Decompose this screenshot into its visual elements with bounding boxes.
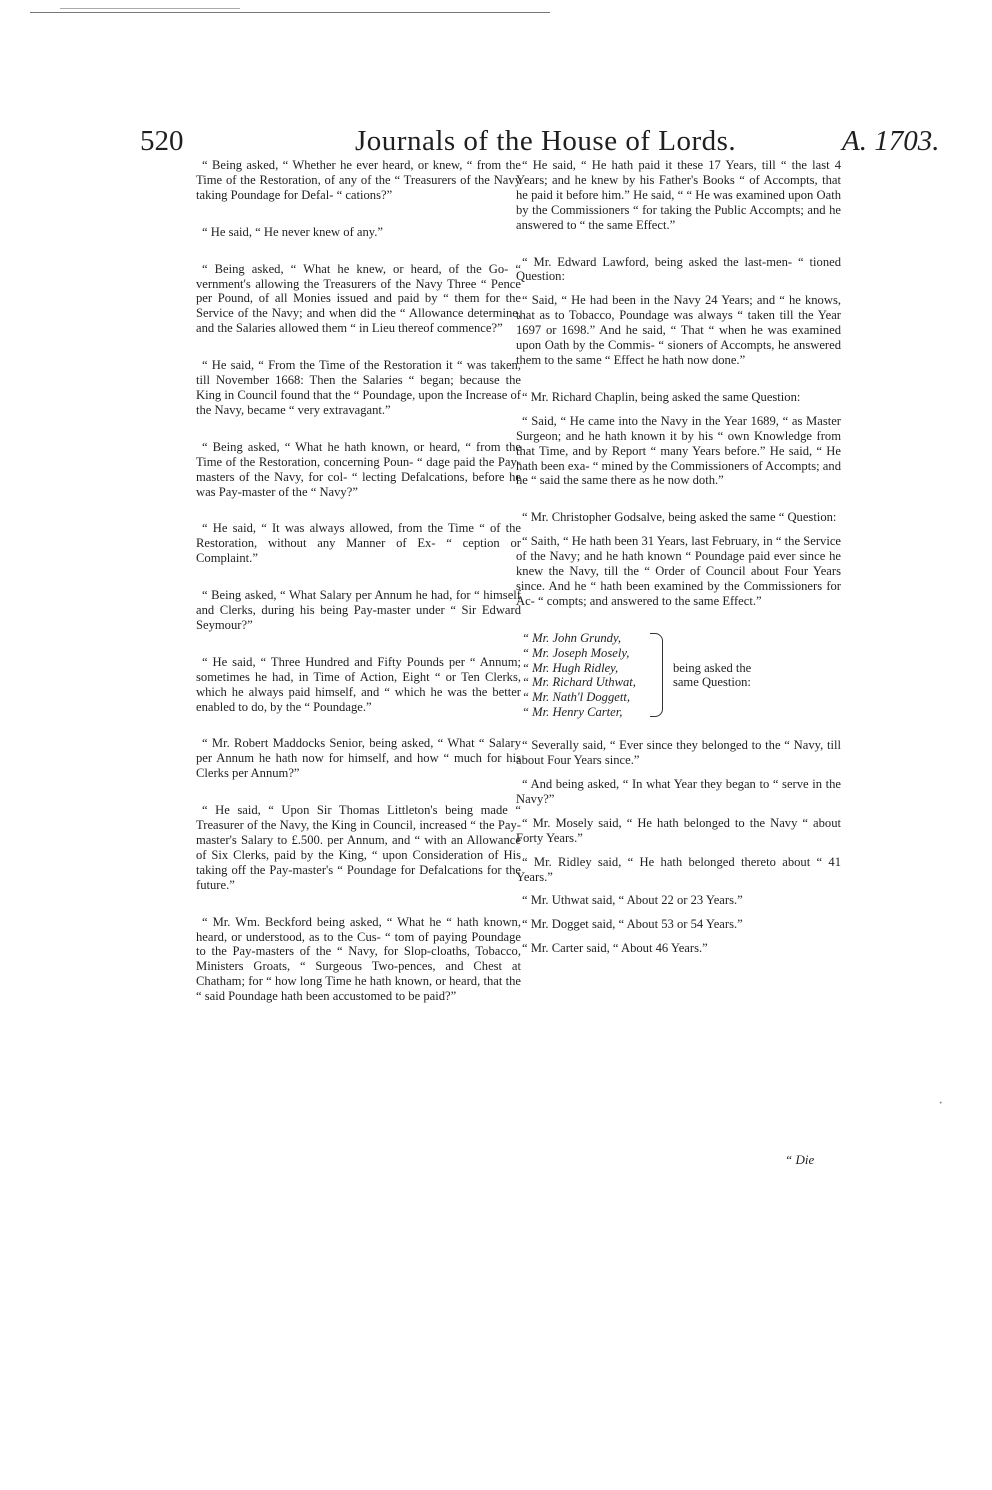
margin-mark: · [938, 1095, 944, 1112]
right-paragraph: “ Mr. Mosely said, “ He hath belonged to the Navy “ about Forty Years.” [516, 815, 841, 845]
left-paragraph: “ Mr. Wm. Beckford being asked, “ What he “ hath known, heard, or understood, as to the Cus- “ tom of paying Poundage to the Pay-masters of the “ Navy, for Slop-cloaths, Tobacco, Ministers Groats, “ Surgeous Two-pences, and Chest at Chatham; for “ how long Time he hath known, or heard, that the “ said Poundage hath been accustomed to be paid?” [196, 914, 521, 1004]
top-rule [30, 12, 550, 13]
witness-list [522, 631, 841, 720]
left-paragraph: “ He said, “ Three Hundred and Fifty Pounds per “ Annum; sometimes he had, in Time of Action, Eight “ or Ten Clerks, which he always paid himself, and “ which he was the better enabled to do, by the “ Poundage.” [196, 654, 521, 714]
right-paragraph: “ Said, “ He had been in the Navy 24 Years; and “ he knows, that as to Tobacco, Poundage was always “ taken till the Year 1697 or 1698.” And he said, “ That “ when he was examined upon Oath by the Commis- “ sioners of Accompts, he answered them to the same “ Effect he hath now done.” [516, 293, 841, 367]
left-paragraph: “ Being asked, “ Whether he ever heard, or knew, “ from the Time of the Restoration, of any of the “ Treasurers of the Navy taking Poundage for Defal- “ cations?” [196, 158, 521, 202]
left-paragraph: “ He said, “ Upon Sir Thomas Littleton's being made “ Treasurer of the Navy, the King in Council, increased “ the Pay-master's Salary to £.500. per Annum, and “ with an Allowance of Six Clerks, paid by the King, “ upon Consideration of His taking off the Pay-master's “ Poundage for Defalcations for the future.” [196, 803, 521, 892]
right-paragraph: “ Mr. Richard Chaplin, being asked the same Question: [522, 389, 801, 404]
brace-text: being asked the same Question: [672, 660, 752, 690]
witness-name: “ Mr. John Grundy, [522, 630, 622, 645]
right-paragraph: “ Mr. Uthwat said, “ About 22 or 23 Years.” [522, 893, 743, 908]
left-paragraph: “ He said, “ It was always allowed, from the Time “ of the Restoration, without any Manner of Ex- “ ception or Complaint.” [196, 521, 521, 566]
right-column [516, 158, 841, 965]
curly-brace [650, 633, 663, 717]
running-title: Journals of the House of Lords. [355, 125, 737, 157]
right-paragraph: “ Mr. Christopher Godsalve, being asked the same “ Question: [522, 510, 837, 525]
right-paragraph: “ Mr. Carter said, “ About 46 Years.” [522, 941, 708, 956]
right-paragraph: “ Saith, “ He hath been 31 Years, last February, in “ the Service of the Navy; and he hath known “ Poundage paid ever since he knew the Navy, till the “ Order of Council about Four Years since. And he “ hath been examined by the Commissioners for Ac- “ compts; and answered to the same Effect.” [516, 534, 841, 608]
right-paragraph: “ And being asked, “ In what Year they began to “ serve in the Navy?” [516, 777, 841, 806]
left-column [196, 158, 521, 1026]
top-rule-thin [60, 8, 240, 9]
witness-name: “ Mr. Richard Uthwat, [522, 675, 636, 690]
left-paragraph: “ Being asked, “ What Salary per Annum he had, for “ himself and Clerks, during his being Pay-master under “ Sir Edward Seymour?” [196, 588, 521, 632]
witness-name: “ Mr. Joseph Mosely, [522, 645, 630, 660]
witness-name: “ Mr. Henry Carter, [522, 705, 623, 720]
right-paragraph: “ Mr. Ridley said, “ He hath belonged thereto about “ 41 Years.” [516, 854, 841, 884]
right-paragraph: “ Mr. Dogget said, “ About 53 or 54 Years.” [522, 917, 743, 932]
page-number: 520 [140, 125, 184, 157]
left-paragraph: “ He said, “ From the Time of the Restoration it “ was taken, till November 1668: Then the Salaries “ began; because the King in Council found that the “ Poundage, upon the Increase of the Navy, became “ very extravagant.” [196, 358, 521, 417]
catchword: “ Die [785, 1152, 815, 1167]
witness-names [522, 631, 636, 720]
page-year: A. 1703. [842, 125, 940, 157]
left-paragraph: “ Being asked, “ What he knew, or heard, of the Go- “ vernment's allowing the Treasurers of the Navy Three “ Pence per Pound, of all Monies issued and paid by “ them for the Service of the Navy; and when did the “ Allowance determine, and the Salaries allowed them “ in Lieu thereof commence?” [196, 261, 521, 336]
witness-name: “ Mr. Nath'l Doggett, [522, 690, 630, 705]
witness-name: “ Mr. Hugh Ridley, [522, 660, 619, 675]
left-paragraph: “ Being asked, “ What he hath known, or heard, “ from the Time of the Restoration, concerning Poun- “ dage paid the Pay-masters of the Navy, for col- “ lecting Defalcations, before he was Pay-master of the “ Navy?” [196, 439, 521, 499]
right-paragraph: “ Severally said, “ Ever since they belonged to the “ Navy, till about Four Years since.” [516, 738, 841, 768]
right-paragraph: “ Said, “ He came into the Navy in the Year 1689, “ as Master Surgeon; and he hath known it by his “ own Knowledge from that Time, and by Report “ many Years before.” He said, “ He hath been exa- “ mined by the Commissioners of Accompts; and he “ said the same there as he now doth.” [516, 413, 841, 488]
right-paragraph: “ Mr. Edward Lawford, being asked the last-men- “ tioned Question: [516, 254, 841, 284]
right-paragraph: “ He said, “ He hath paid it these 17 Years, till “ the last 4 Years; and he knew by his Father's Books “ of Accompts, that he paid it before him.” He said, “ “ He was examined upon Oath by the Commissioners “ for taking the Public Accompts; and he answered to “ the same Effect.” [516, 158, 841, 232]
left-paragraph: “ Mr. Robert Maddocks Senior, being asked, “ What “ Salary per Annum he hath now for himself, and how “ much for his Clerks per Annum?” [196, 736, 521, 781]
left-paragraph: “ He said, “ He never knew of any.” [202, 224, 384, 239]
